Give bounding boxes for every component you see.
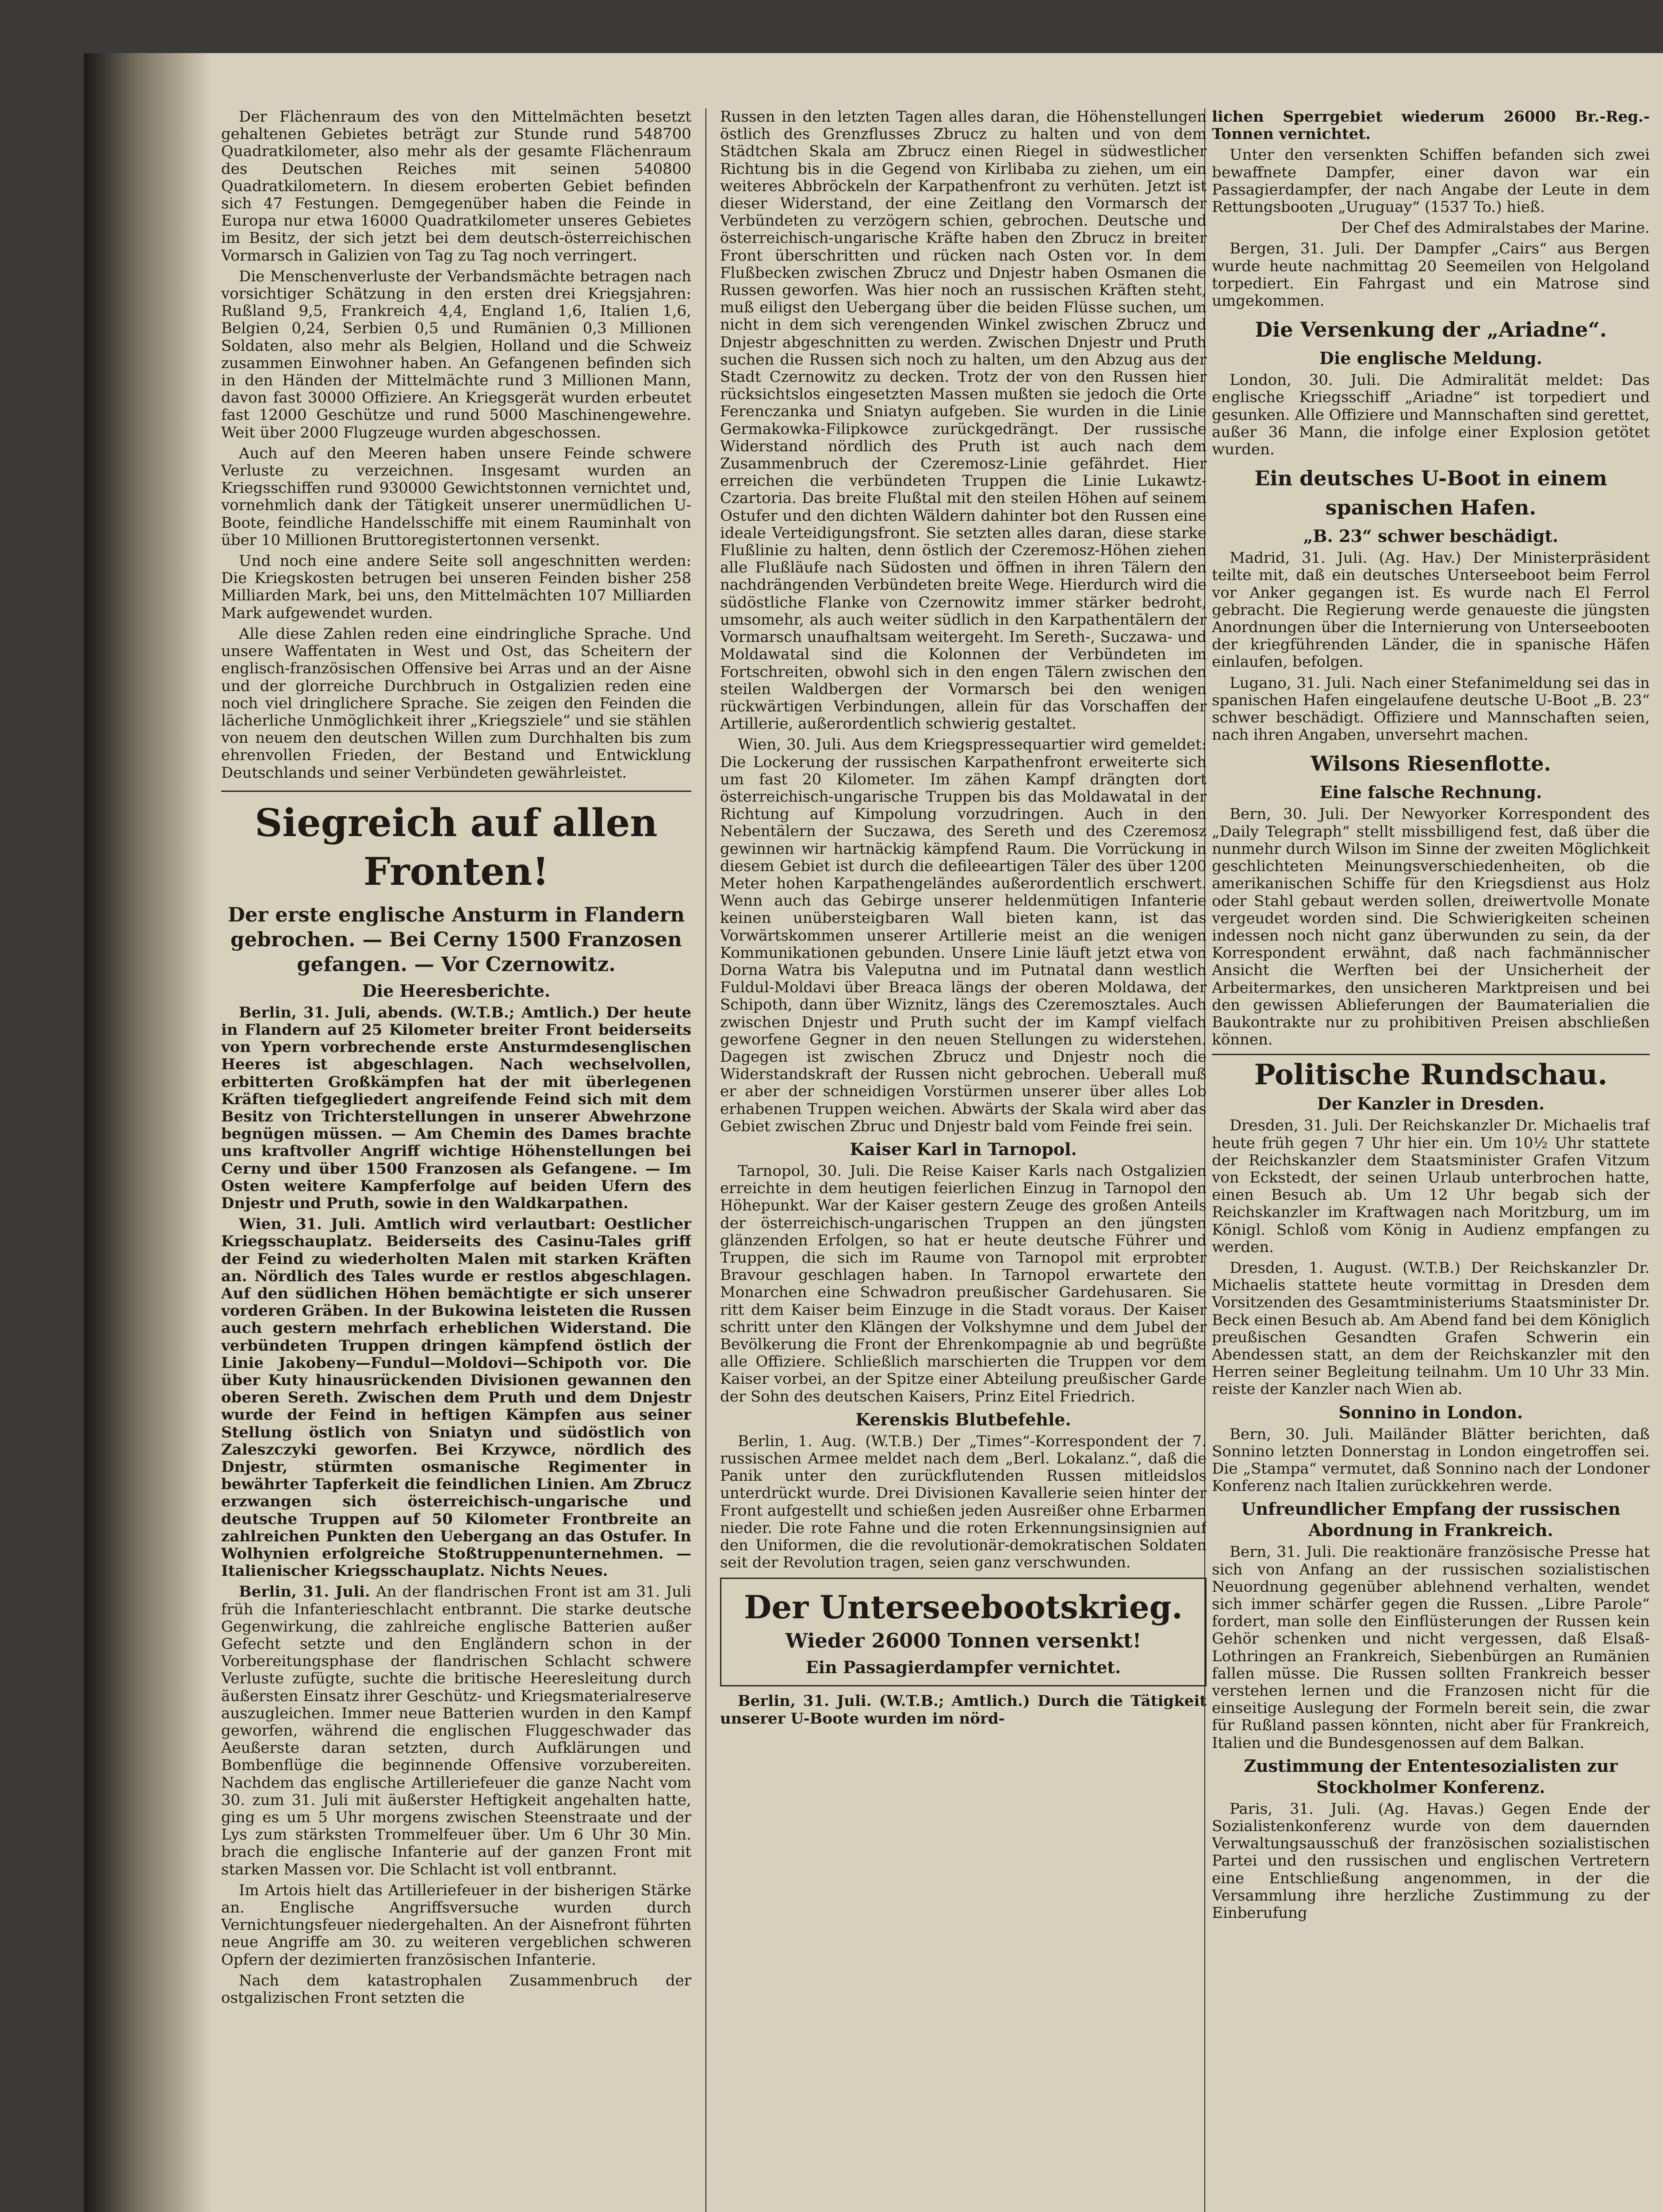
column-rule (705, 108, 706, 2212)
uboot-minihead: Ein Passagierdampfer vernichtet. (805, 1657, 1121, 1678)
report-paragraph (221, 1216, 691, 1580)
article-paragraph: Tarnopol, 30. Juli. Die Reise Kaiser Karls nach Ostgalizien erreichte in dem heutigen feierlichen Einzug in Tarnopol den Höhepunkt. War der Kaiser gestern Zeuge des großen Anteils der österreichisch-ungarischen Truppen an den jüngsten glänzenden Erfolgen, so hat er heute deutsche Führer und Truppen, die sich im Raume von Tarnopol mit erprobter Bravour geschlagen haben. In Tarnopol erwartete den Monarchen eine Schwadron preußischer Gardehusaren. Sie ritt dem Kaiser beim Einzuge in die Stadt voraus. Der Kaiser schritt unter den Klängen der Volkshymne und dem Jubel der Bevölkerung die Front der Ehrenkompagnie ab und begrüßte alle Offiziere. Schließlich marschierten die Truppen vor dem Kaiser vorbei, an der Spitze einer Abteilung preußischer Garde der Sohn des deutschen Kaisers, Prinz Eitel Friedrich. (720, 1162, 1207, 1406)
headline-kaiser-karl: Kaiser Karl in Tarnopol. (850, 1139, 1077, 1159)
headline-kerenski: Kerenskis Blutbefehle. (855, 1409, 1071, 1429)
column-3 (1212, 108, 1650, 2212)
headline-sonnino: Sonnino in London. (1338, 1402, 1523, 1422)
intro-paragraph: Die Menschenverluste der Verbandsmächte betragen nach vorsichtiger Schätzung in den ersten drei Kriegsjahren: Rußland 9,5, Frankreich 4,4, England 1,6, Italien 1,6, Belgien 0,24, Serbien 0,5 und Rumänien 0,3 Millionen Soldaten, also mehr als Belgien, Holland und die Schweiz zusammen Einwohner haben. An Gefangenen befinden sich in den Händen der Mittelmächte rund 3 Millionen Mann, davon fast 30000 Offiziere. An Kriegsgerät wurden erbeutet fast 12000 Geschütze und rund 5000 Maschinengewehre. Weit über 2000 Flugzeuge wurden abgeschossen. (221, 267, 691, 442)
column-1 (221, 108, 691, 2212)
main-subheadline: Der erste englische Ansturm in Flandern gebrochen. — Bei Cerny 1500 Franzosen gefangen. — Vor Czernowitz. (228, 902, 685, 976)
intro-paragraph: Auch auf den Meeren haben unsere Feinde schwere Verluste zu verzeichnen. Insgesamt wurden an Kriegsschiffen rund 930000 Gewichtstonnen vernichtet und, vornehmlich dank der Tätigkeit unserer unermüdlichen U-Boote, feindliche Handelsschiffe mit einem Rauminhalt von über 10 Millionen Bruttoregistertonnen versenkt. (221, 444, 691, 549)
headline-ariadne: Die Versenkung der „Ariadne“. (1255, 318, 1607, 342)
report-paragraph (221, 1004, 691, 1212)
article-paragraph: Lugano, 31. Juli. Nach einer Stefanimeldung sei das in spanischen Hafen eingelaufene deutsche U-Boot „B. 23“ schwer beschädigt. Offiziere und Mannschaften seien, nach ihren Angaben, unversehrt machen. (1212, 674, 1650, 744)
report-paragraph: Nach dem katastrophalen Zusammenbruch der ostgalizischen Front setzten die (221, 1971, 691, 2007)
article-paragraph: Berlin, 31. Juli. (W.T.B.; Amtlich.) Durch die Tätigkeit unserer U-Boote wurden im nörd- (720, 1692, 1207, 1728)
article-paragraph: Bern, 31. Juli. Die reaktionäre französische Presse hat sich von Anfang an der russischen sozialistischen Neuordnung gegenüber ablehnend verhalten, wendet sich immer schärfer gegen die Russen. „Libre Parole“ fordert, man solle den Einflüsterungen der Russen kein Gehör schenken und nicht vergessen, daß Elsaß-Lothringen an Frankreich, Siebenbürgen an Rumänien fallen müsse. Die Russen sollten Frankreich besser verstehen lernen und die Franzosen nicht für die einseitige Auslegung der Formeln bereit sein, die zwar für Rußland passen könnten, nicht aber für Frankreich, Italien und die Bundesgenossen auf dem Balkan. (1212, 1543, 1650, 1752)
report-paragraph: Im Artois hielt das Artilleriefeuer in der bisherigen Stärke an. Englische Angriffsversuche wurden durch Vernichtungsfeuer niedergehalten. An der Aisnefront führten neue Angriffe am 30. zu weiteren vergeblichen schweren Opfern der dezimierten französischen Infanterie. (221, 1881, 691, 1969)
report-text: Der heute in Flandern auf 25 Kilometer breiter Front beiderseits von Ypern vorbrechende erste Ansturmdesenglischen Heeres ist abgeschlagen. Nach wechselvollen, erbitterten Großkämpfen hat der mit überlegenen Kräften tiefgegliedert angreifende Feind sich mit dem Besitz von Trichterstellungen in unserer Abwehrzone begnügen müssen. — Am Chemin des Dames brachte uns kraftvoller Angriff wichtige Höhenstellungen bei Cerny und über 1500 Franzosen als Gefangene. — Im Osten weitere Kampferfolge auf beiden Ufern des Dnjestr und Pruth, sowie in den Waldkarpathen. (221, 1003, 691, 1212)
main-headline: Siegreich auf allen Fronten! (221, 791, 691, 896)
article-paragraph: Bergen, 31. Juli. Der Dampfer „Cairs“ aus Bergen wurde heute nachmittag 20 Seemeilen von Helgoland torpediert. Ein Fahrgast und ein Matrose sind umgekommen. (1212, 240, 1650, 310)
article-paragraph: Madrid, 31. Juli. (Ag. Hav.) Der Ministerpräsident teilte mit, daß ein deutsches Unterseeboot beim Ferrol vor Anker gegangen ist. Es wurde nach El Ferrol gebracht. Die Regierung werde genaueste die jüngsten Anordnungen über die Internierung von Unterseebooten der kriegführenden Länder, die in spanische Häfen einlaufen, befolgen. (1212, 549, 1650, 671)
headline-spain: Ein deutsches U-Boot in einem spanischen Hafen. (1254, 466, 1607, 520)
headline-wilson: Wilsons Riesenflotte. (1310, 752, 1551, 776)
dateline: Berlin, 31. Juli. (239, 1583, 370, 1601)
headline-kanzler: Der Kanzler in Dresden. (1317, 1094, 1545, 1114)
report-text: An der flandrischen Front ist am 31. Juli früh die Infanterieschlacht entbrannt. Die starke deutsche Gegenwirkung, die zahlreiche englische Batterien außer Gefecht setzte und den Engländern schon in der Vorbereitungsphase der flandrischen Schlacht schwere Verluste zufügte, suchte die britische Heeresleitung durch äußersten Einsatz ihrer Geschütz- und Kriegsmaterialreserve auszugleichen. Immer neue Batterien wurden in den Kampf geworfen, während die englischen Fluggeschwader das Aeußerste daran setzten, durch Aufklärungen und Bombenflüge die beginnende Offensive vorzubereiten. Nachdem das englische Artilleriefeuer die ganze Nacht vom 30. zum 31. Juli mit äußerster Heftigkeit angehalten hatte, ging es um 5 Uhr morgens zwischen Steenstraate und der Lys zum stärksten Trommelfeuer über. Um 6 Uhr 30 Min. brach die englische Infanterie auf der ganzen Front mit starken Massen vor. Die Schlacht ist voll entbrannt. (221, 1583, 691, 1878)
dateline: Berlin, 31. Juli, abends. (W.T.B.; Amtlich.) (239, 1003, 600, 1022)
report-text: Oestlicher Kriegsschauplatz. Beiderseits des Casinu-Tales griff der Feind zu wiederholten Malen mit starken Kräften an. Nördlich des Tales wurde er restlos abgeschlagen. Auf den südlichen Höhen bemächtigte er sich unserer vorderen Gräben. In der Bukowina leisteten die Russen auch gestern mehrfach erheblichen Widerstand. Die verbündeten Truppen dringen kämpfend östlich der Linie Jakobeny—Fundul—Moldovi—Schipoth vor. Die über Kuty hinausrückenden Divisionen gewannen den oberen Sereth. Zwischen dem Pruth und dem Dnjestr wurde der Feind in heftigen Kämpfen aus seiner Stellung östlich von Sniatyn und südöstlich von Zaleszczyki geworfen. Bei Krzywce, nördlich des Dnjestr, stürmten osmanische Regimenter in bewährter Tapferkeit die feindlichen Linien. Am Zbrucz erzwangen sich österreichisch-ungarische und deutsche Truppen auf 50 Kilometer Frontbreite an zahlreichen Punkten den Uebergang an das Ostufer. In Wolhynien erfolgreiche Stoßtruppenunternehmen. — Italienischer Kriegsschauplatz. Nichts Neues. (221, 1215, 691, 1580)
subhead-wilson: Eine falsche Rechnung. (1319, 782, 1542, 803)
signature: Der Chef des Admiralstabes der Marine. (1341, 219, 1650, 237)
uboot-headline-box (720, 1578, 1207, 1686)
article-paragraph: London, 30. Juli. Die Admiralität meldet: Das englische Kriegsschiff „Ariadne“ ist torpediert und gesunken. Alle Offiziere und Mannschaften sind gerettet, außer 36 Mann, die infolge einer Explosion getötet wurden. (1212, 371, 1650, 459)
intro-paragraph: Und noch eine andere Seite soll angeschnitten werden: Die Kriegskosten betrugen bei unseren Feinden bisher 258 Milliarden Mark, bei uns, den Mittelmächten 107 Milliarden Mark aufgewendet wurden. (221, 552, 691, 622)
headline-zustimmung: Zustimmung der Ententesozialisten zur Stockholmer Konferenz. (1244, 1755, 1618, 1797)
article-paragraph: Unter den versenkten Schiffen befanden sich zwei bewaffnete Dampfer, einer davon war ein Passagierdampfer, der nach Angabe der Leute in dem Rettungsbooten „Uruguay“ (1537 To.) hieß. (1212, 146, 1650, 216)
report-paragraph (221, 1583, 691, 1878)
headline-politik: Politische Rundschau. (1254, 1058, 1608, 1092)
subhead-spain: „B. 23“ schwer beschädigt. (1303, 526, 1559, 546)
article-paragraph: Dresden, 31. Juli. Der Reichskanzler Dr. Michaelis traf heute früh gegen 7 Uhr hier ein. Um 10½ Uhr stattete der Reichskanzler dem Staatsminister Grafen Vitzum von Eckstedt, der seinen Urlaub unterbrochen hatte, einen Besuch ab. Um 12 Uhr begab sich der Reichskanzler im Kraftwagen nach Moritzburg, um im Königl. Schloß vom König in Audienz empfangen zu werden. (1212, 1117, 1650, 1256)
article-paragraph: lichen Sperrgebiet wiederum 26000 Br.-Reg.-Tonnen vernichtet. (1212, 108, 1650, 143)
headline-empfang: Unfreundlicher Empfang der russischen Abordnung in Frankreich. (1241, 1499, 1621, 1540)
article-paragraph: Berlin, 1. Aug. (W.T.B.) Der „Times“-Korrespondent der 7. russischen Armee meldet nach dem „Berl. Lokalanz.“, daß die Panik unter den zurückflutenden Russen mitleidslos unterdrückt wurde. Drei Divisionen Kavallerie seien hinter der Front aufgestellt und schießen jeden Ausreißer ohne Erbarmen nieder. Die rote Fahne und die roten Erkennungsinsignien auf den Uniformen, die die revolutionär-demokratischen Soldaten seit der Revolution tragen, seien ganz verschwunden. (720, 1432, 1207, 1572)
article-paragraph: Russen in den letzten Tagen alles daran, die Höhenstellungen östlich des Grenzflusses Zbrucz zu halten und von dem Städtchen Skala am Zbrucz einen Riegel in südwestlicher Richtung bis in die Gegend von Kirlibaba zu ziehen, um ein weiteres Abbröckeln der Karpathenfront zu verhüten. Jetzt ist dieser Widerstand, der eine Zeitlang den Vormarsch der Verbündeten zu verzögern schien, gebrochen. Deutsche und österreichisch-ungarische Kräfte haben den Zbrucz in breiter Front überschritten und rücken nach Osten vor. In dem Flußbecken zwischen Zbrucz und Dnjestr haben Osmanen die Russen geworfen. Was hier noch an russischen Kräften steht, muß eiligst den Uebergang über die beiden Flüsse suchen, um nicht in dem sich verengenden Winkel zwischen Zbrucz und Dnjestr abgeschnitten zu werden. Zwischen Dnjestr und Pruth suchen die Russen sich noch zu halten, um den Abzug aus der Stadt Czernowitz zu decken. Trotz der von den Russen hier rücksichtslos eingesetzten Massen mußten sie jedoch die Orte Ferenczanka und Sniatyn aufgeben. Sie wurden in die Linie Germakowka-Filipkowce zurückgedrängt. Der russische Widerstand nördlich des Pruth ist auch nach dem Zusammenbruch der Czeremosz-Linie gefährdet. Hier erreichen die verbündeten Truppen die Linie Lukawtz-Czartoria. Das breite Flußtal mit den steilen Höhen auf seinem Ostufer und den dichten Wäldern dahinter bot den Russen eine ideale Verteidigungsfront. Sie setzten alles daran, diese starke Flußlinie zu halten, denn östlich der Czeremosz-Höhen ziehen alle Flußläufe nach Südosten und öffnen in ihren Tälern den nachdrängenden Verbündeten breite Wege. Hierdurch wird die südöstliche Flanke von Czernowitz immer stärker bedroht, umsomehr, als auch weiter südlich in den Karpathentälern der Vormarsch unaufhaltsam weitergeht. Im Sereth-, Suczawa- und Moldawatal sind die Kolonnen der Verbündeten im Fortschreiten, obwohl sich in den engen Tälern zwischen den steilen Waldbergen der Vormarsch bei den wenigen rückwärtigen Verbindungen, allein für das Vorschaffen der Artillerie, außerordentlich schwierig gestaltet. (720, 108, 1207, 733)
book-gutter (84, 53, 212, 2212)
article-paragraph: Bern, 30. Juli. Der Newyorker Korrespondent des „Daily Telegraph“ stellt missbilligend fest, daß über die nunmehr durch Wilson im Sinne der zweiten Möglichkeit geschlichteten Meinungsverschiedenheiten, ob die amerikanischen Schiffe für den Kriegsdienst aus Holz oder Stahl gebaut werden sollen, dreiwertvolle Monate vergeudet worden sind. Die Schwierigkeiten scheinen indessen noch nicht ganz überwunden zu sein, da der Korrespondent erwähnt, daß nach fachmännischer Ansicht die Werften bei der Unsicherheit der Arbeitermarkes, den unsicheren Marktpreisen und bei den gewissen Ablieferungen der Baumaterialien die Baukontrakte nur zu prohibitiven Preisen abschließen können. (1212, 805, 1650, 1049)
column-2 (720, 108, 1207, 2212)
article-paragraph: Dresden, 1. August. (W.T.B.) Der Reichskanzler Dr. Michaelis stattete heute vormittag in Dresden dem Vorsitzenden des Gesamtministeriums Staatsminister Dr. Beck einen Besuch ab. Am Abend fand bei dem Königlich preußischen Gesandten Grafen Schwerin ein Abendessen statt, an dem der Reichskanzler mit den Herren seiner Begleitung teilnahm. Um 10 Uhr 33 Min. reiste der Kanzler nach Wien ab. (1212, 1259, 1650, 1398)
intro-paragraph: Der Flächenraum des von den Mittelmächten besetzt gehaltenen Gebietes beträgt zur Stunde rund 548700 Quadratkilometer, also mehr als der gesamte Flächenraum des Deutschen Reiches mit seinen 540800 Quadratkilometern. In diesem eroberten Gebiet befinden sich 47 Festungen. Demgegenüber haben die Feinde in Europa nur etwa 16000 Quadratkilometer unseres Gebietes im Besitz, der sich jetzt bei dem deutsch-österreichischen Vormarsch in Galizien von Tag zu Tag noch verringert. (221, 108, 691, 265)
dateline: Wien, 31. Juli. Amtlich wird verlautbart: (239, 1215, 596, 1233)
article-paragraph: Bern, 30. Juli. Mailänder Blätter berichten, daß Sonnino letzten Donnerstag in London eingetroffen sei. Die „Stampa“ vermutet, daß Sonnino nach der Londoner Konferenz nach Italien zurückkehren werde. (1212, 1425, 1650, 1495)
subhead-ariadne: Die englische Meldung. (1319, 348, 1542, 369)
section-label: Die Heeresberichte. (362, 980, 551, 1001)
article-paragraph: Paris, 31. Juli. (Ag. Havas.) Gegen Ende der Sozialistenkonferenz wurde von dem dauernden Verwaltungsausschuß der französischen sozialistischen Partei und den russischen und englischen Vertretern eine Entschließung angenommen, in der die Versammlung ihre herzliche Zustimmung zu der Einberufung (1212, 1800, 1650, 1922)
intro-paragraph: Alle diese Zahlen reden eine eindringliche Sprache. Und unsere Waffentaten in West und Ost, das Scheitern der englisch-französischen Offensive bei Arras und an der Aisne und der glorreiche Durchbruch in Ostgalizien reden eine noch viel dringlichere Sprache. Sie zeigen den Feinden die lächerliche Unmöglichkeit ihrer „Kriegsziele“ und sie stählen von neuem den deutschen Willen zum Durchhalten bis zum ehrenvollen Frieden, der Bestand und Entwicklung Deutschlands und seiner Verbündeten gewährleistet. (221, 625, 691, 782)
uboot-headline: Der Unterseebootskrieg. (743, 1588, 1183, 1626)
section-rule (1212, 1054, 1650, 1055)
article-paragraph: Wien, 30. Juli. Aus dem Kriegspressequartier wird gemeldet: Die Lockerung der russischen Karpathenfront erweiterte sich um fast 20 Kilometer. Im zähen Kampf drängten dort österreichisch-ungarische Truppen bis das Moldawatal in der Richtung auf Kimpolung vorzudringen. Auch in den Nebentälern der Suczawa, des Sereth und des Czeremosz gewinnen wir hartnäckig kämpfend Raum. Die Vorrückung in diesem Gebiet ist durch die defileeartigen Täler des über 1200 Meter hohen Karpathengeländes außerordentlich erschwert. Wenn auch das Gebirge unserer heldenmütigen Infanterie keinen unübersteigbaren Wall bieten kann, ist das Vorwärtskommen unserer Artillerie meist an die wenigen Kommunikationen gebunden. Unsere Linie läuft jetzt etwa von Dorna Watra bis Valeputna und im Putnatal dann westlich Fuldul-Moldavi über Breaca längs der oberen Moldawa, der Schipoth, dann über Wiznitz, längs des Czeremosztales. Auch zwischen Dnjestr und Pruth sucht der im Kampf vielfach geworfene Gegner in den neuen Stellungen zu widerstehen. Dagegen ist zwischen Zbrucz und Dnjestr noch die Widerstandskraft der Russen nicht gebrochen. Ueberall muß er aber der schneidigen Vorstürmen unserer über alles Lob erhabenen Truppen weichen. Abwärts der Skala wird aber das Gebiet zwischen Zbruc und Dnjestr bald vom Feinde frei sein. (720, 736, 1207, 1135)
uboot-subheadline: Wieder 26000 Tonnen versenkt! (785, 1629, 1142, 1653)
